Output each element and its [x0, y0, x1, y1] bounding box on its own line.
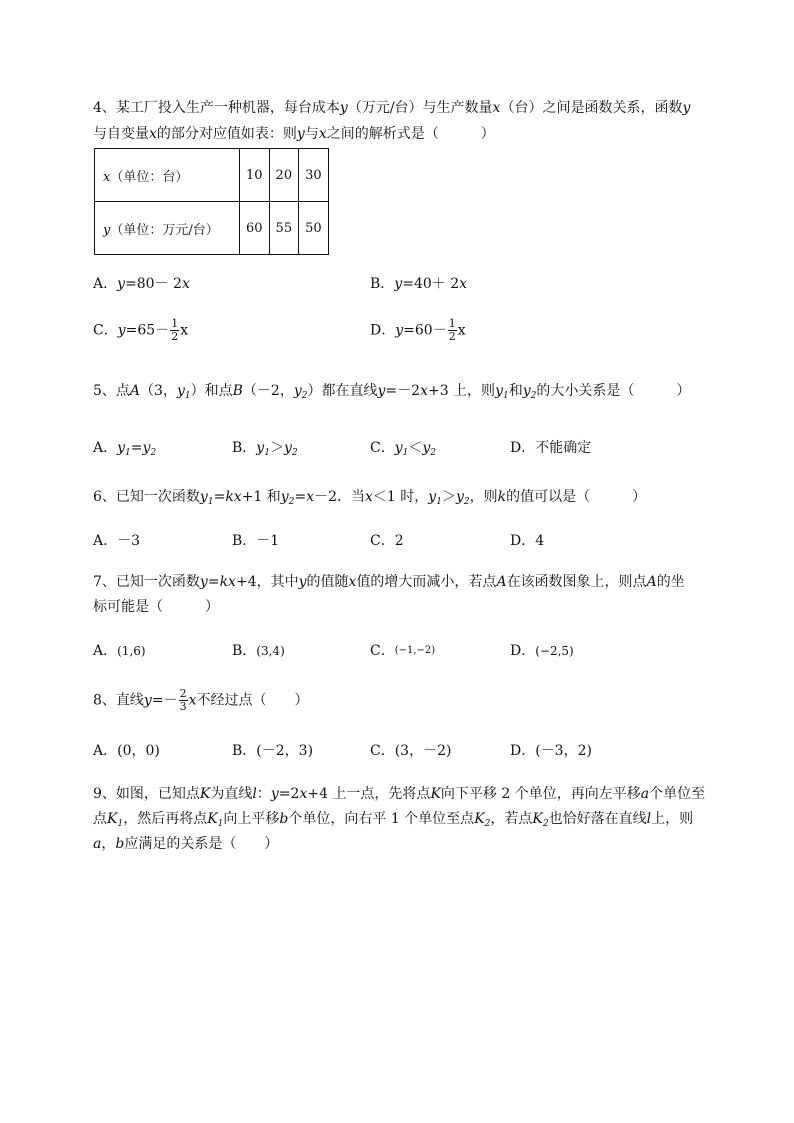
- table-cell: 30: [299, 149, 329, 202]
- table-row: [95, 149, 329, 202]
- q4-line1: [93, 98, 690, 118]
- q4-text: 与: [304, 126, 319, 142]
- q4-value-table: [94, 148, 329, 255]
- q8-stem: 8、直线y=－ $\frac{2}{3}$ x不经过点（ ）: [93, 687, 309, 713]
- q7-stem-line1: 7、已知一次函数y=kx+4，其中y的值随x值的增大而减小，若点A在该函数图象上，则点A的坐: [93, 574, 685, 590]
- var-x: x: [318, 126, 327, 142]
- var-x: x: [492, 100, 501, 116]
- q4-option-a[interactable]: A．y=80－ 2x: [93, 276, 190, 292]
- var-x: x: [149, 126, 157, 142]
- q6-option-d[interactable]: D．4: [510, 533, 545, 549]
- q4-option-c[interactable]: C．y=65－ $\frac{1}{2}$ x: [93, 317, 189, 343]
- q7-stem-line2: 标可能是（ ）: [93, 599, 219, 615]
- table-cell: 20: [269, 149, 299, 202]
- q4-option-d[interactable]: D．y=60－ $\frac{1}{2}$ x: [370, 317, 466, 343]
- q5-option-b[interactable]: B．$y_1>y_2$: [232, 440, 298, 458]
- q7-option-b[interactable]: B．(3,4): [232, 643, 285, 659]
- q5-option-a[interactable]: A．$y_1=y_2$: [93, 440, 157, 458]
- q4-option-b[interactable]: B．y=40＋ 2x: [370, 276, 468, 292]
- q4-text: （台）之间是函数关系，函数: [500, 100, 683, 116]
- table-cell: 10: [240, 149, 270, 202]
- row-label: x（单位：台）: [95, 149, 240, 202]
- var-y: y: [296, 126, 305, 142]
- fraction: $\frac{1}{2}$: [171, 317, 179, 343]
- q6-stem: 6、已知一次函数$y_1=kx+1$ 和$y_2=x-2$．当x＜1 时，$y_1>y_2$，则k的值可以是（ ）: [93, 489, 647, 507]
- q8-option-b[interactable]: B．(－2，3): [232, 743, 314, 759]
- q4-text: 4、某工厂投入生产一种机器，每台成本: [93, 100, 340, 116]
- var-y: y: [682, 100, 691, 116]
- q4-text: 的部分对应值如表：则: [156, 126, 297, 142]
- q5-stem: 5、点A（3，$y_1$）和点B（－2，$y_2$）都在直线y=－2x+3 上，则$y_1$和$y_2$的大小关系是（ ）: [93, 383, 691, 401]
- var-y: y: [339, 100, 348, 116]
- table-row: [95, 202, 329, 255]
- row-label: y（单位：万元/台）: [95, 202, 240, 255]
- q9-stem-line3: a，b应满足的关系是（ ）: [93, 836, 279, 852]
- q4-text: 之间的解析式是（ ）: [326, 126, 495, 142]
- q9-stem-line2: 点$K_1$，然后再将点$K_1$向上平移b个单位，向右平 1 个单位至点$K_2$，若点$K_2$也恰好落在直线l上，则: [93, 811, 694, 829]
- q7-option-d[interactable]: D．(−2,5): [510, 643, 574, 659]
- q7-option-c[interactable]: C．(−1,−2): [370, 643, 436, 659]
- table-cell: 50: [299, 202, 329, 255]
- q4-line2: [93, 124, 495, 144]
- q5-option-c[interactable]: C．$y_1<y_2$: [370, 440, 437, 458]
- q8-option-a[interactable]: A．(0，0): [93, 743, 160, 759]
- q4-text: 与自变量: [93, 126, 149, 142]
- q6-option-b[interactable]: B．－1: [232, 533, 280, 549]
- q5-option-d[interactable]: D．不能确定: [510, 440, 592, 456]
- fraction: $\frac{2}{3}$: [179, 687, 187, 713]
- q6-option-c[interactable]: C．2: [370, 533, 404, 549]
- table-cell: 60: [240, 202, 270, 255]
- q6-option-a[interactable]: A．－3: [93, 533, 141, 549]
- table-cell: 55: [269, 202, 299, 255]
- q8-option-c[interactable]: C．(3，－2): [370, 743, 452, 759]
- fraction: $\frac{1}{2}$: [448, 317, 456, 343]
- q7-option-a[interactable]: A．(1,6): [93, 643, 146, 659]
- q8-option-d[interactable]: D．(－3，2): [510, 743, 592, 759]
- q4-text: （万元/台）与生产数量: [347, 100, 493, 116]
- q9-stem-line1: 9、如图，已知点K为直线l：y=2x+4 上一点，先将点K向下平移 2 个单位，再向左平移a个单位至: [93, 786, 706, 802]
